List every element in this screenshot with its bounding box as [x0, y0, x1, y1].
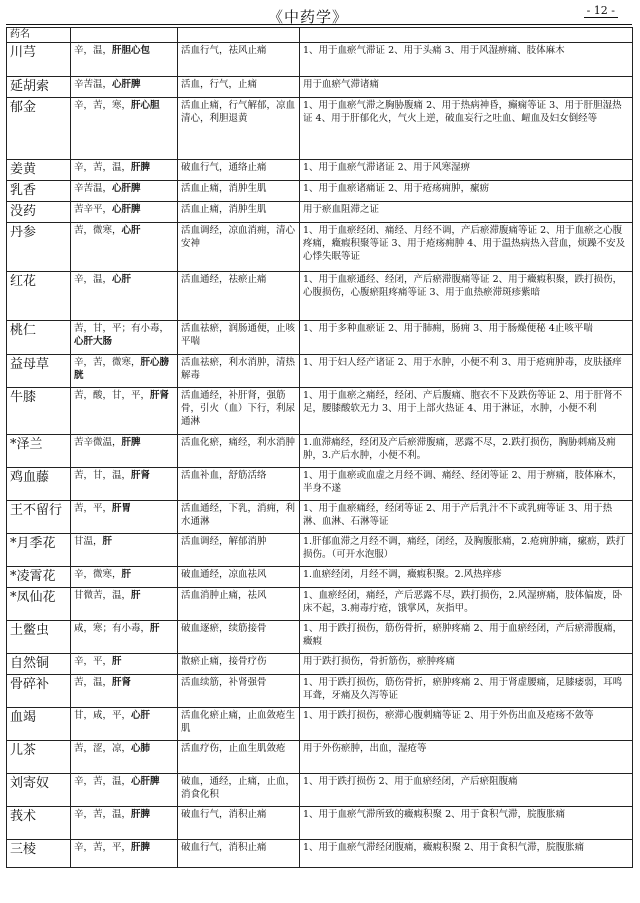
meridian-text: 肝脾 — [131, 809, 151, 820]
herb-name: *凤仙花 — [7, 588, 71, 621]
herb-name: 血竭 — [7, 708, 71, 741]
herb-property — [71, 388, 178, 435]
herb-property — [71, 272, 178, 321]
herb-name: 牛膝 — [7, 388, 71, 435]
herb-uses: 用于跌打损伤，骨折筋伤，瘀肿疼痛 — [300, 654, 633, 675]
herb-name: 川芎 — [7, 43, 71, 77]
table-row — [7, 388, 633, 435]
table-row — [7, 708, 633, 741]
herb-name: 延胡索 — [7, 77, 71, 98]
table-row — [7, 621, 633, 654]
meridian-text: 心肝 — [121, 225, 141, 236]
herb-property — [71, 840, 178, 868]
herb-function: 活血止痛，行气解郁，凉血清心，利胆退黄 — [178, 98, 300, 160]
herb-table-body — [7, 28, 633, 868]
herb-function: 散瘀止痛，接骨疗伤 — [178, 654, 300, 675]
table-row — [7, 321, 633, 355]
herb-name: 骨碎补 — [7, 675, 71, 708]
property-text: 辛，苦，寒， — [74, 100, 132, 111]
meridian-text: 心肝脾 — [112, 204, 141, 215]
herb-function: 活血化瘀止痛，止血敛疮生肌 — [178, 708, 300, 741]
property-text: 咸，寒；有小毒， — [74, 623, 151, 634]
table-row — [7, 501, 633, 534]
herb-function: 活血疗伤，止血生肌敛疮 — [178, 741, 300, 774]
meridian-text: 心肝脾 — [131, 776, 160, 787]
herb-property — [71, 468, 178, 501]
meridian-text: 心肝脾 — [112, 79, 141, 90]
herb-uses: 1、用于血瘀痛经，经闭等证 2、用于产后乳汁不下或乳痈等证 3、用于热淋、血淋、石淋等证 — [300, 501, 633, 534]
herb-function: 破血逐瘀，续筋接骨 — [178, 621, 300, 654]
herb-property — [71, 807, 178, 840]
property-text: 苦，甘，平；有小毒， — [74, 323, 170, 334]
herb-property — [71, 501, 178, 534]
table-row — [7, 654, 633, 675]
herb-table — [6, 27, 633, 868]
table-row — [7, 588, 633, 621]
property-text: 辛，苦，温， — [74, 776, 132, 787]
meridian-text: 肝脾 — [131, 162, 151, 173]
herb-property — [71, 774, 178, 807]
herb-uses: 1、用于血瘀诸痛证 2、用于疮疡痈肿，瘰疬 — [300, 181, 633, 202]
meridian-text: 肝胆心包 — [112, 45, 151, 56]
herb-function: 活血通经，下乳，消痈，利水通淋 — [178, 501, 300, 534]
herb-property — [71, 534, 178, 567]
property-text: 辛，微寒， — [74, 569, 122, 580]
header-cell-blank — [71, 28, 178, 43]
herb-property — [71, 202, 178, 223]
table-row — [7, 77, 633, 98]
herb-name: 刘寄奴 — [7, 774, 71, 807]
property-text: 苦，甘，温， — [74, 470, 132, 481]
property-text: 辛，苦，温， — [74, 162, 132, 173]
meridian-text: 肝 — [102, 536, 113, 547]
meridian-text: 肝 — [112, 656, 122, 667]
herb-uses: 1、用于妇人经产诸证 2、用于水肿，小便不利 3、用于疮痈肿毒，皮肤搔痒 — [300, 355, 633, 388]
herb-uses: 1、用于血瘀经闭、痛经、月经不调，产后瘀滞腹痛等证 2、用于血瘀之心腹疼痛，癥瘕积聚等证 3、用于疮疡痈肿 4、用于温热病热入营血，烦躁不安及心悸失眠等证 — [300, 223, 633, 272]
herb-name: *凌霄花 — [7, 567, 71, 588]
property-text: 苦，平， — [74, 503, 113, 514]
herb-name: 鸡血藤 — [7, 468, 71, 501]
table-row — [7, 435, 633, 468]
herb-property — [71, 77, 178, 98]
herb-uses: 用于瘀血阻滞之证 — [300, 202, 633, 223]
header-cell-name: 药名 — [7, 28, 71, 43]
table-row — [7, 202, 633, 223]
herb-function: 活血止痛，消肿生肌 — [178, 181, 300, 202]
herb-uses: 1、用于血瘀气滞证 2、用于头痛 3、用于风湿痹痛、肢体麻木 — [300, 43, 633, 77]
property-text: 辛，温， — [74, 274, 113, 285]
property-text: 辛，温， — [74, 45, 113, 56]
herb-uses: 1、用于血瘀之痛经，经闭、产后腹痛、胞衣不下及跌伤等证 2、用于肝肾不足，腰膝酸软无力 3、用于上部火热证 4、用于淋证，水肿，小便不利 — [300, 388, 633, 435]
header-rule — [6, 24, 632, 25]
table-row — [7, 534, 633, 567]
property-text: 苦辛微温， — [74, 437, 122, 448]
herb-function: 活血祛瘀，润肠通便，止咳平喘 — [178, 321, 300, 355]
herb-function: 破血行气，消积止痛 — [178, 840, 300, 868]
page-title: 《中药学》 — [268, 8, 349, 26]
herb-property — [71, 223, 178, 272]
herb-property — [71, 621, 178, 654]
herb-uses: 1.血瘀经闭，月经不调，癥瘕积聚。2.风热痒疹 — [300, 567, 633, 588]
herb-name: 没药 — [7, 202, 71, 223]
herb-property — [71, 355, 178, 388]
herb-function: 活血调经，解郁消肿 — [178, 534, 300, 567]
page-header — [0, 0, 640, 28]
meridian-text: 肝 — [131, 590, 141, 601]
herb-uses: 用于外伤瘀肿，出血，湿疮等 — [300, 741, 633, 774]
meridian-text: 心肝 — [112, 274, 132, 285]
property-text: 辛，苦，平， — [74, 842, 132, 853]
meridian-text: 肝心膀胱 — [74, 357, 170, 381]
herb-uses: 1、用于跌打损伤，筋伤骨折，瘀肿疼痛 2、用于血瘀经闭，产后瘀滞腹痛，癥瘕 — [300, 621, 633, 654]
herb-name: 自然铜 — [7, 654, 71, 675]
herb-uses: 1、用于跌打损伤 2、用于血瘀经闭，产后瘀阻腹痛 — [300, 774, 633, 807]
herb-function: 活血消肿止痛，祛风 — [178, 588, 300, 621]
table-row — [7, 675, 633, 708]
meridian-text: 心肺 — [131, 743, 151, 754]
herb-property — [71, 321, 178, 355]
herb-function: 活血化瘀，痛经，利水消肿 — [178, 435, 300, 468]
table-row — [7, 223, 633, 272]
herb-name: 乳香 — [7, 181, 71, 202]
herb-uses: 1.肝郁血滞之月经不调，痛经，闭经，及胸腹胀痛，2.疮痈肿痛，瘰疬，跌打损伤。（可开水泡服） — [300, 534, 633, 567]
herb-property — [71, 98, 178, 160]
table-row — [7, 355, 633, 388]
herb-name: 三棱 — [7, 840, 71, 868]
herb-name: 益母草 — [7, 355, 71, 388]
property-text: 苦，微寒， — [74, 225, 122, 236]
table-row — [7, 567, 633, 588]
header-cell-blank — [178, 28, 300, 43]
table-header-row — [7, 28, 633, 43]
herb-uses: 1、用于跌打损伤，瘀滞心腹刺痛等证 2、用于外伤出血及疮疡不敛等 — [300, 708, 633, 741]
herb-function: 活血行气，祛风止痛 — [178, 43, 300, 77]
property-text: 辛，苦，温， — [74, 809, 132, 820]
herb-name: 土鳖虫 — [7, 621, 71, 654]
herb-function: 活血通经，祛瘀止痛 — [178, 272, 300, 321]
table-row — [7, 43, 633, 77]
herb-uses: 1、用于多种血瘀证 2、用于肺痈，肠痈 3、用于肠燥便秘 4止咳平喘 — [300, 321, 633, 355]
herb-function: 活血通经，补肝肾，强筋骨，引火（血）下行，利尿通淋 — [178, 388, 300, 435]
meridian-text: 肝 — [121, 569, 132, 580]
table-row — [7, 807, 633, 840]
herb-property — [71, 741, 178, 774]
property-text: 苦辛平， — [74, 204, 113, 215]
meridian-text: 肝心胆 — [131, 100, 160, 111]
herb-function: 活血祛瘀，利水消肿，清热解毒 — [178, 355, 300, 388]
herb-function: 破血行气，消积止痛 — [178, 807, 300, 840]
herb-uses: 1.血滞痛经，经闭及产后瘀滞腹痛，恶露不尽，2.跌打损伤，胸胁刺痛及痈肿，3.产后水肿，小便不利。 — [300, 435, 633, 468]
herb-property — [71, 654, 178, 675]
herb-function: 破血通经，凉血祛风 — [178, 567, 300, 588]
herb-name: 红花 — [7, 272, 71, 321]
property-text: 辛苦温， — [74, 79, 113, 90]
herb-property — [71, 181, 178, 202]
herb-name: 桃仁 — [7, 321, 71, 355]
herb-uses: 1、用于血瘀气滞经闭腹痛，癥瘕积聚 2、用于食积气滞，脘腹胀痛 — [300, 840, 633, 868]
herb-uses: 用于血瘀气滞诸痛 — [300, 77, 633, 98]
herb-uses: 1、用于血瘀气滞诸证 2、用于风寒湿痹 — [300, 160, 633, 181]
meridian-text: 肝肾 — [112, 677, 132, 688]
table-row — [7, 98, 633, 160]
table-row — [7, 272, 633, 321]
herb-property — [71, 160, 178, 181]
herb-uses: 1、用于跌打损伤，筋伤骨折，瘀肿疼痛 2、用于肾虚腰痛，足膝痿弱，耳鸣耳聋，牙痛及久泻等证 — [300, 675, 633, 708]
herb-uses: 1、用于血瘀或血虚之月经不调、痛经、经闭等证 2、用于痹痛，肢体麻木，半身不遂 — [300, 468, 633, 501]
herb-function: 活血，行气，止痛 — [178, 77, 300, 98]
herb-uses: 1、用于血瘀气滞之胸胁腹痛 2、用于热病神昏，癫痫等证 3、用于肝胆湿热证 4、用于肝郁化火，气火上逆，破血妄行之吐血、衄血及妇女倒经等 — [300, 98, 633, 160]
property-text: 甘微苦，温， — [74, 590, 132, 601]
table-row — [7, 160, 633, 181]
herb-property — [71, 43, 178, 77]
herb-function: 活血调经，凉血消痈，清心安神 — [178, 223, 300, 272]
herb-function: 活血止痛，消肿生肌 — [178, 202, 300, 223]
table-row — [7, 774, 633, 807]
property-text: 苦，酸，甘，平， — [74, 390, 151, 401]
property-text: 辛，苦，微寒， — [74, 357, 141, 368]
property-text: 甘温， — [74, 536, 103, 547]
herb-uses: 1、用于血瘀气滞所致的癥瘕积聚 2、用于食积气滞，脘腹胀痛 — [300, 807, 633, 840]
herb-property — [71, 675, 178, 708]
meridian-text: 肝脾 — [121, 437, 141, 448]
herb-name: *月季花 — [7, 534, 71, 567]
herb-uses: 1、血瘀经闭，痛经，产后恶露不尽，跌打损伤，2.风湿痹痛，肢体偏废，卧床不起，3.痈毒疔疮，饿掌风，灰指甲。 — [300, 588, 633, 621]
herb-name: 郁金 — [7, 98, 71, 160]
herb-function: 破血行气，通络止痛 — [178, 160, 300, 181]
herb-property — [71, 708, 178, 741]
meridian-text: 肝肾 — [131, 470, 151, 481]
header-cell-blank — [300, 28, 633, 43]
herb-name: 丹参 — [7, 223, 71, 272]
table-row — [7, 840, 633, 868]
meridian-text: 肝肾 — [150, 390, 170, 401]
property-text: 苦，温， — [74, 677, 113, 688]
meridian-text: 心肝大肠 — [74, 336, 113, 347]
herb-property — [71, 567, 178, 588]
table-row — [7, 468, 633, 501]
herb-name: *泽兰 — [7, 435, 71, 468]
herb-property — [71, 435, 178, 468]
property-text: 甘，咸，平， — [74, 710, 132, 721]
herb-function: 活血补血，舒筋活络 — [178, 468, 300, 501]
herb-name: 儿茶 — [7, 741, 71, 774]
page-number: - 12 - — [584, 4, 618, 18]
herb-name: 王不留行 — [7, 501, 71, 534]
property-text: 辛苦温， — [74, 183, 113, 194]
herb-name: 姜黄 — [7, 160, 71, 181]
table-row — [7, 741, 633, 774]
property-text: 辛，平， — [74, 656, 113, 667]
table-row — [7, 181, 633, 202]
property-text: 苦，涩，凉， — [74, 743, 132, 754]
meridian-text: 心肝脾 — [112, 183, 141, 194]
herb-name: 莪术 — [7, 807, 71, 840]
herb-property — [71, 588, 178, 621]
meridian-text: 肝胃 — [112, 503, 132, 514]
herb-function: 破血，通经，止痛，止血，消食化积 — [178, 774, 300, 807]
meridian-text: 肝 — [150, 623, 160, 634]
meridian-text: 心肝 — [131, 710, 151, 721]
meridian-text: 肝脾 — [131, 842, 151, 853]
herb-function: 活血续筋，补肾强骨 — [178, 675, 300, 708]
herb-uses: 1、用于血瘀通经、经闭，产后瘀滞腹痛等证 2、用于癥瘕积聚，跌打损伤，心腹损伤，心腹瘀阻疼痛等证 3、用于血热瘀滞斑疹紫暗 — [300, 272, 633, 321]
